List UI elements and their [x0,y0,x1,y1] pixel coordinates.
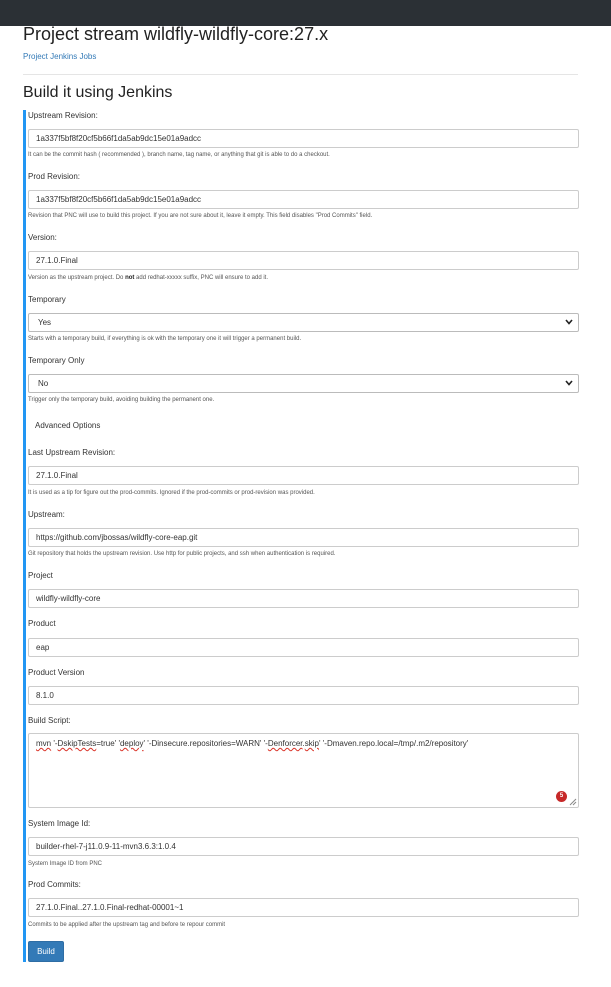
top-navbar [0,0,611,26]
version-help: Version as the upstream project. Do not add redhat-xxxxx suffix, PNC will ensure to add it. [28,275,269,281]
divider [23,74,578,75]
page-title: Project stream wildfly-wildfly-core:27.x [23,24,329,44]
system-image-id-input[interactable] [28,837,579,856]
prod-commits-label: Prod Commits: [28,880,81,889]
last-upstream-revision-help: It is used as a tip for figure out the prod-commits. Ignored if the prod-commits or prod-revision was provided. [28,490,315,496]
advanced-options-toggle[interactable]: Advanced Options [35,421,101,430]
upstream-revision-help: It can be the commit hash ( recommended ), branch name, tag name, or anything that git is able to do a checkout. [28,152,330,158]
prod-commits-help: Commits to be applied after the upstream tag and before te repour commit [28,922,226,928]
project-label: Project [28,571,53,580]
last-upstream-revision-input[interactable] [28,466,579,485]
project-input[interactable] [28,589,579,608]
temporary-select-value: Yes [38,318,52,327]
version-label: Version: [28,233,57,242]
last-upstream-revision-label: Last Upstream Revision: [28,448,116,457]
build-script-textarea[interactable] [28,733,579,808]
version-input[interactable] [28,251,579,270]
system-image-id-help: System Image ID from PNC [28,861,103,867]
upstream-label: Upstream: [28,510,65,519]
prod-revision-input[interactable] [28,190,579,209]
temporary-only-label: Temporary Only [28,356,85,365]
temporary-only-select-value: No [38,379,49,388]
resize-handle-icon[interactable] [569,798,577,806]
temporary-only-select[interactable] [28,374,579,393]
project-jenkins-jobs-link[interactable]: Project Jenkins Jobs [23,52,97,61]
prod-revision-help: Revision that PNC will use to build this project. If you are not sure about it, leave it empty. This field disables "Prod Commits" field. [28,213,373,219]
build-script-text: mvn '-DskipTests=true' 'deploy' '-Dinsecure.repositories=WARN' '-Denforcer.skip' '-Dmaven.repo.local=/tmp/.m2/repository' [36,739,469,748]
build-button[interactable]: Build [28,941,64,962]
product-version-label: Product Version [28,668,85,677]
chevron-down-icon [564,377,574,389]
prod-commits-input[interactable] [28,898,579,917]
product-input[interactable] [28,638,579,657]
spellcheck-count-badge[interactable]: 5 [556,791,567,802]
temporary-select[interactable] [28,313,579,332]
temporary-label: Temporary [28,295,66,304]
temporary-help: Starts with a temporary build, if everything is ok with the temporary one it will trigger a permanent build. [28,336,302,342]
system-image-id-label: System Image Id: [28,819,91,828]
prod-revision-label: Prod Revision: [28,172,81,181]
section-title: Build it using Jenkins [23,84,173,101]
upstream-revision-label: Upstream Revision: [28,111,98,120]
temporary-only-help: Trigger only the temporary build, avoiding building the permanent one. [28,397,215,403]
upstream-help: Git repository that holds the upstream revision. Use http for public projects, and ssh when authentication is required. [28,551,336,557]
upstream-revision-input[interactable] [28,129,579,148]
build-script-label: Build Script: [28,716,71,725]
chevron-down-icon [564,316,574,328]
upstream-input[interactable] [28,528,579,547]
product-version-input[interactable] [28,686,579,705]
product-label: Product [28,619,56,628]
